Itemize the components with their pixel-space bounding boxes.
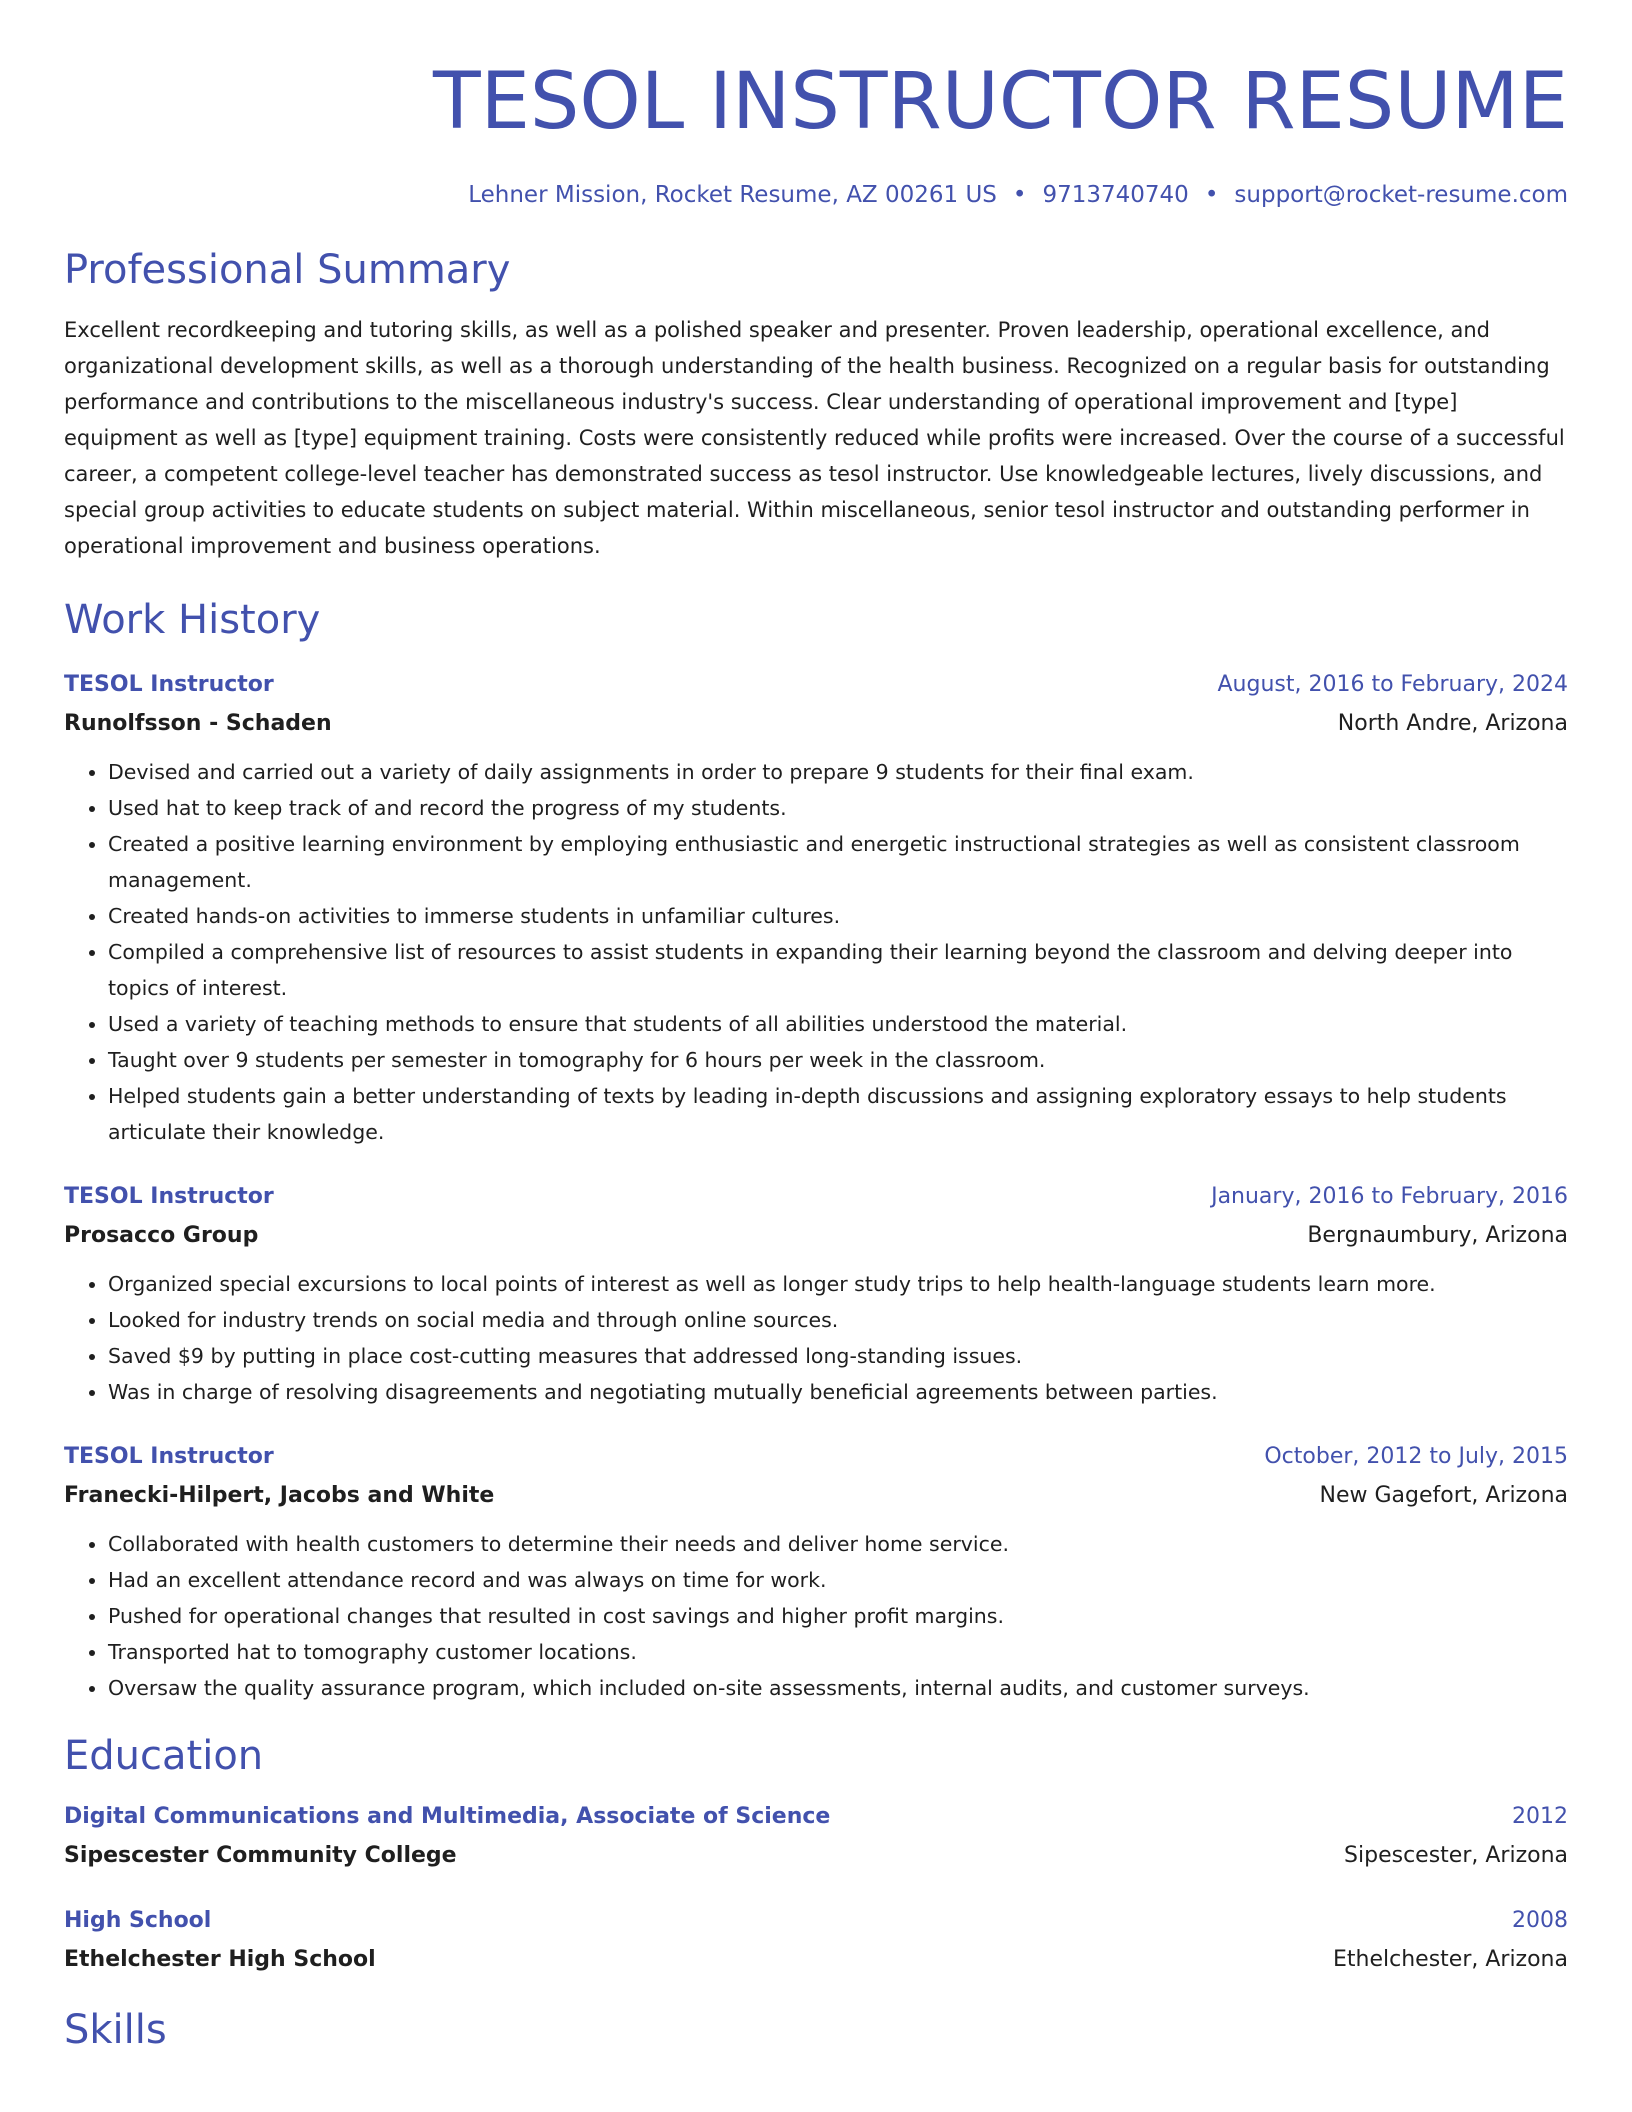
job-company-row: [64, 1216, 1568, 1256]
job-dates: October, 2012 to July, 2015: [1264, 1444, 1568, 1469]
job-entry: [64, 666, 1568, 1150]
job-location: North Andre, Arizona: [1337, 711, 1568, 736]
education-entry: [64, 1798, 1568, 1876]
education-heading: Education: [64, 1733, 264, 1779]
education-header-row: [64, 1798, 1568, 1836]
job-bullet: • Helped students gain a better understanding of texts by leading in-depth discussions and assigning exploratory essays to help students articulate their knowledge.: [108, 1078, 1568, 1150]
education-school: Ethelchester High School: [64, 1947, 376, 1972]
resume-page: [64, 0, 1568, 2112]
job-company: Runolfsson - Schaden: [64, 711, 332, 736]
resume-title: TESOL INSTRUCTOR RESUME: [432, 57, 1568, 147]
job-bullet: • Collaborated with health customers to determine their needs and deliver home service.: [108, 1526, 1568, 1562]
job-title: TESOL Instructor: [64, 672, 274, 697]
contact-address: Lehner Mission, Rocket Resume, AZ 00261 US: [468, 182, 997, 208]
contact-separator: •: [1012, 182, 1027, 208]
job-bullet: • Used hat to keep track of and record the progress of my students.: [108, 790, 1568, 826]
job-title: TESOL Instructor: [64, 1444, 274, 1469]
job-bullet: • Oversaw the quality assurance program, which included on-site assessments, internal audits, and customer surveys.: [108, 1670, 1568, 1706]
job-bullet: • Transported hat to tomography customer locations.: [108, 1634, 1568, 1670]
job-company-row: [64, 704, 1568, 744]
work-history-heading: Work History: [64, 597, 321, 643]
job-bullet: • Was in charge of resolving disagreements and negotiating mutually beneficial agreements between parties.: [108, 1374, 1568, 1410]
job-entry: [64, 1438, 1568, 1706]
job-bullets: [64, 1526, 1568, 1706]
job-bullets: [64, 1266, 1568, 1410]
job-entry: [64, 1178, 1568, 1410]
job-company-row: [64, 1476, 1568, 1516]
job-bullet: • Created hands-on activities to immerse students in unfamiliar cultures.: [108, 898, 1568, 934]
education-school: Sipescester Community College: [64, 1843, 457, 1868]
job-bullet: • Created a positive learning environment by employing enthusiastic and energetic instructional strategies as well as consistent classroom management.: [108, 826, 1568, 898]
education-header-row: [64, 1902, 1568, 1940]
education-year: 2012: [1512, 1804, 1568, 1829]
job-header-row: [64, 1438, 1568, 1476]
job-company: Prosacco Group: [64, 1223, 259, 1248]
education-location: Sipescester, Arizona: [1344, 1843, 1568, 1868]
job-bullet: • Taught over 9 students per semester in tomography for 6 hours per week in the classroom.: [108, 1042, 1568, 1078]
summary-heading: Professional Summary: [64, 247, 511, 293]
contact-email: support@rocket-resume.com: [1234, 182, 1568, 208]
education-school-row: [64, 1940, 1568, 1980]
job-bullet: • Pushed for operational changes that resulted in cost savings and higher profit margins.: [108, 1598, 1568, 1634]
job-title: TESOL Instructor: [64, 1184, 274, 1209]
job-bullet: • Compiled a comprehensive list of resources to assist students in expanding their learning beyond the classroom and delving deeper into topics of interest.: [108, 934, 1568, 1006]
job-location: New Gagefort, Arizona: [1319, 1483, 1568, 1508]
job-company: Franecki-Hilpert, Jacobs and White: [64, 1483, 495, 1508]
education-degree: Digital Communications and Multimedia, Associate of Science: [64, 1804, 831, 1829]
job-header-row: [64, 1178, 1568, 1216]
job-bullet: • Devised and carried out a variety of daily assignments in order to prepare 9 students for their final exam.: [108, 754, 1568, 790]
job-bullet: • Looked for industry trends on social media and through online sources.: [108, 1302, 1568, 1338]
education-location: Ethelchester, Arizona: [1333, 1947, 1568, 1972]
job-bullet: • Used a variety of teaching methods to ensure that students of all abilities understood the material.: [108, 1006, 1568, 1042]
contact-phone: 9713740740: [1042, 182, 1189, 208]
skills-heading: Skills: [64, 2007, 167, 2053]
job-dates: August, 2016 to February, 2024: [1217, 672, 1568, 697]
job-location: Bergnaumbury, Arizona: [1307, 1223, 1568, 1248]
summary-text: Excellent recordkeeping and tutoring skills, as well as a polished speaker and presenter. Proven leadership, operational excellence, and organizational development skills, as well as a thorough understanding of the health business. Recognized on a regular basis for outstanding performance and contributions to the miscellaneous industry's success. Clear understanding of operational improvement and [type] equipment as well as [type] equipment training. Costs were consistently reduced while profits were increased. Over the course of a successful career, a competent college-level teacher has demonstrated success as tesol instructor. Use knowledgeable lectures, lively discussions, and special group activities to educate students on subject material. Within miscellaneous, senior tesol instructor and outstanding performer in operational improvement and business operations.: [64, 318, 1565, 558]
education-degree: High School: [64, 1908, 212, 1933]
contact-separator: •: [1204, 182, 1219, 208]
job-bullet: • Had an excellent attendance record and was always on time for work.: [108, 1562, 1568, 1598]
education-year: 2008: [1512, 1908, 1568, 1933]
job-bullet: • Saved $9 by putting in place cost-cutting measures that addressed long-standing issues.: [108, 1338, 1568, 1374]
education-entry: [64, 1902, 1568, 1980]
job-dates: January, 2016 to February, 2016: [1211, 1184, 1568, 1209]
contact-line: [64, 178, 1568, 212]
job-header-row: [64, 666, 1568, 704]
education-school-row: [64, 1836, 1568, 1876]
job-bullets: [64, 754, 1568, 1150]
job-bullet: • Organized special excursions to local points of interest as well as longer study trips to help health-language students learn more.: [108, 1266, 1568, 1302]
